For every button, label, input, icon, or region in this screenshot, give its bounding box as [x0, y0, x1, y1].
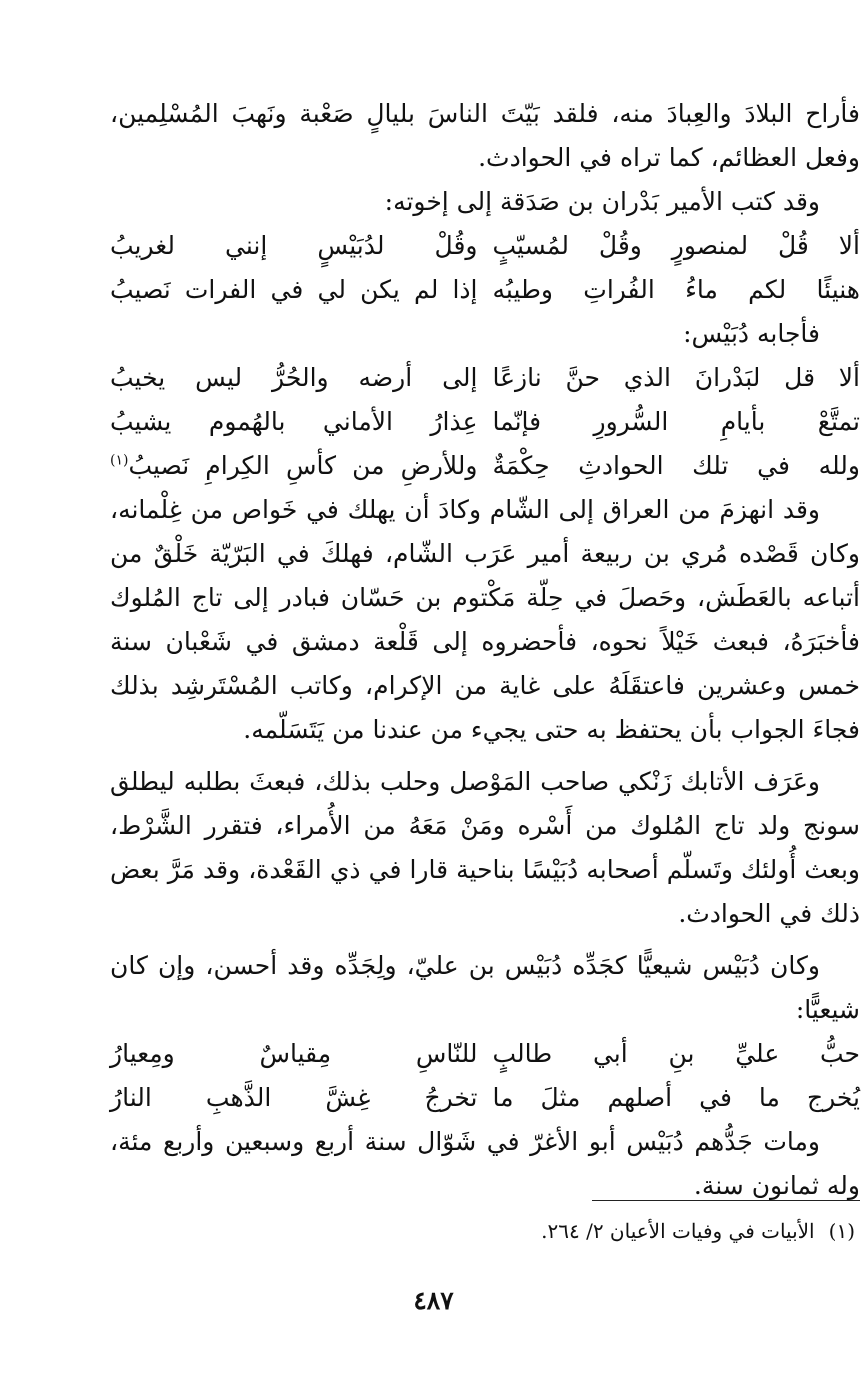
verse-second-hemistich	[110, 444, 478, 488]
paragraph-5: وعَرَف الأتابك زَنْكي صاحب المَوْصل وحلب بذلك، فبعثَ بطلبه ليطلق سونج ولد تاج المُلوك من أَسْره ومَنْ مَعَهُ من الأُمراء، فتقرر الشَّرْط، وبعث أُولئك وتَسلّم أصحابه دُبَيْسًا بناحية قارا في ذي القَعْدة، وقد مَرَّ بعض ذلك في الحوادث.	[110, 767, 860, 928]
verse-first-hemistich: ألا قُلْ لمنصورٍ وقُلْ لمُسيّبٍ	[492, 231, 860, 260]
verse-first-hemistich: تمتَّعْ بأيامِ السُّرورِ فإنّما	[492, 407, 860, 436]
verse-first-hemistich: حبُّ عليِّ بنِ أبي طالبٍ	[492, 1039, 860, 1068]
verse-first-hemistich: يُخرج ما في أصلهم مثلَ ما	[492, 1083, 860, 1112]
verse-line	[110, 1076, 860, 1120]
verse-second-hemistich: إذا لم يكن لي في الفرات نَصيبُ	[110, 275, 478, 304]
verse-line	[110, 224, 860, 268]
paragraph-7: ومات جَدُّهم دُبَيْس أبو الأغرّ في شَوّال سنة أربع وسبعين وأربع مئة، وله ثمانون سنة.	[110, 1127, 860, 1200]
paragraph-4: وقد انهزمَ من العراق إلى الشّام وكادَ أن يهلك في خَواص من غِلْمانه، وكان قَصْده مُري بن ربيعة أمير عَرَب الشّام، فهلكَ في البَرّيّة خَلْقٌ من أتباعه بالعَطَش، وحَصلَ في حِلّة مَكْتوم بن حَسّان فبادر إلى تاج المُلوك فأخبَرَهُ، فبعث خَيْلاً نحوه، فأحضروه إلى قَلْعة دمشق في شَعْبان سنة خمس وعشرين فاعتقَلَهُ على غاية من الإكرام، وكاتب المُسْتَرشِد بذلك فجاءَ الجواب بأن يحتفظ به حتى يجيء من عندنا من يَتَسَلّمه.	[110, 495, 860, 744]
paragraph-6: وكان دُبَيْس شيعيًّا كجَدِّه دُبَيْس بن عليّ، ولِجَدِّه وقد أحسن، وإن كان شيعيًّا:	[110, 951, 860, 1024]
footnote	[110, 1216, 855, 1246]
footnote-text: الأبيات في وفيات الأعيان ٢/ ٢٦٤.	[541, 1219, 815, 1243]
verse-line	[110, 400, 860, 444]
page-number: ٤٨٧	[413, 1286, 454, 1315]
poem-dubays-reply	[110, 356, 860, 488]
verse-line	[110, 1032, 860, 1076]
verse-line	[110, 268, 860, 312]
verse-first-hemistich: هنيئًا لكم ماءُ الفُراتِ وطيبُه	[492, 275, 860, 304]
footnote-number: (١)	[828, 1219, 855, 1243]
verse-second-hemistich: وقُلْ لدُبَيْسٍ إنني لغريبُ	[110, 231, 478, 260]
verse-first-hemistich: ألا قل لبَدْرانَ الذي حنَّ نازعًا	[492, 363, 860, 392]
poem-ali	[110, 1032, 860, 1120]
verse-first-hemistich: ولله في تلك الحوادثِ حِكْمَةٌ	[492, 451, 860, 480]
verse-second-hemistich: عِذارُ الأماني بالهُموم يشيبُ	[110, 407, 478, 436]
paragraph-1: فأراح البلادَ والعِبادَ منه، فلقد بَيّتَ الناسَ بليالٍ صَعْبة ونَهبَ المُسْلِمين، وفعل العظائم، كما تراه في الحوادث.	[110, 99, 860, 172]
footnote-divider	[592, 1200, 860, 1201]
footnote-marker: (١)	[110, 452, 129, 469]
verse-second-hemistich: إلى أرضه والحُرُّ ليس يخيبُ	[110, 363, 478, 392]
page-body	[110, 92, 860, 1208]
paragraph-3: فأجابه دُبَيْس:	[683, 319, 820, 348]
verse-line	[110, 356, 860, 400]
verse-second-hemistich: تخرجُ غِشَّ الذَّهبِ النارُ	[110, 1083, 478, 1112]
poem-badran	[110, 224, 860, 312]
verse-second-hemistich: للنّاسِ مِقياسٌ ومِعيارُ	[110, 1039, 478, 1068]
verse-line	[110, 444, 860, 488]
verse-text: وللأرضِ من كأسِ الكِرامِ نَصيبُ	[128, 451, 478, 480]
paragraph-2: وقد كتب الأمير بَدْران بن صَدَقة إلى إخوته:	[384, 187, 820, 216]
